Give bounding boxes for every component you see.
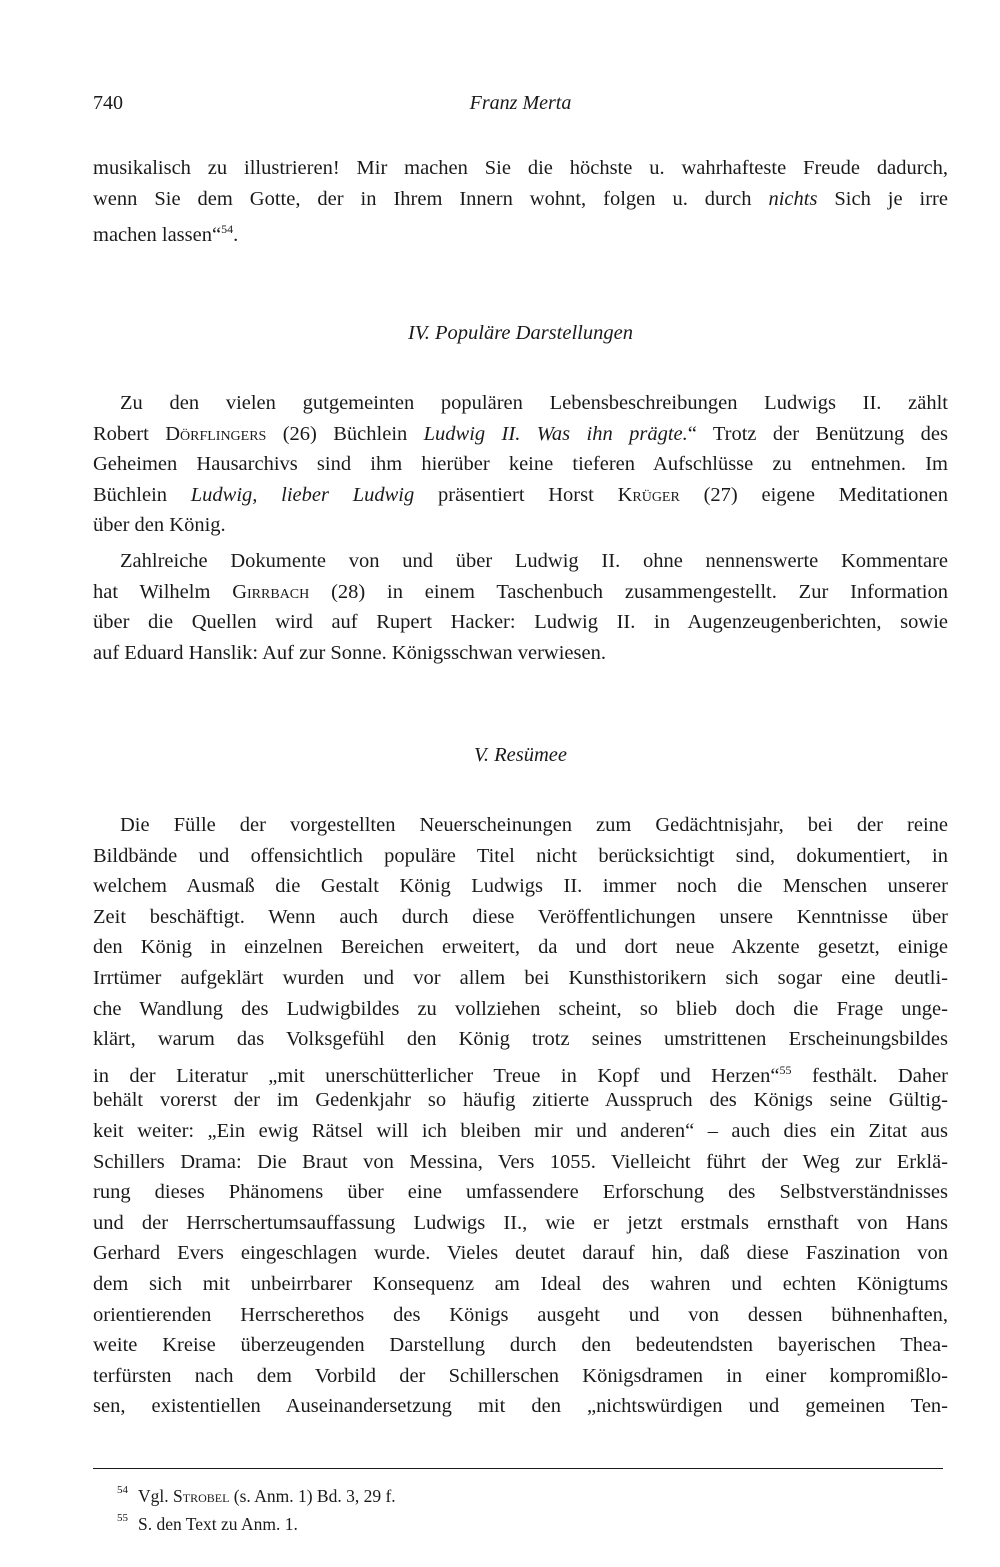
text-line: rung dieses Phänomens über eine umfassendere Erforschung des Selbstverständnisses [93,1181,948,1204]
text-line: Bildbände und offensichtlich populäre Titel nicht berücksichtigt sind, dokumentiert, in [93,844,948,867]
text-line: weite Kreise überzeugenden Darstellung durch den bedeutendsten bayerischen Thea- [93,1334,948,1357]
section-heading-v: V. Resümee [474,744,567,766]
text-line: klärt, warum das Volksgefühl den König trotz seines umstrittenen Erscheinungsbildes [93,1028,948,1051]
footnote-55: $^{55}$ S. den Text zu Anm. 1. [117,1512,298,1534]
text-line: über die Quellen wird auf Rupert Hacker: Ludwig II. in Augenzeugenberichten, sowie [93,611,948,634]
text-line: musikalisch zu illustrieren! Mir machen Sie die höchste u. wahrhafteste Freude dadurch, [93,157,948,179]
footnote-number: 55 [117,1512,128,1525]
text-line: Robert Dörflingers (26) Büchlein Ludwig II. Was ihn prägte.“ Trotz der Benützung des [93,422,948,445]
text-line: terfürsten nach dem Vorbild der Schillerschen Königsdramen in einer kompromißlo- [93,1364,948,1387]
text-line: Zahlreiche Dokumente von und über Ludwig II. ohne nennenswerte Kommentare [120,550,948,572]
section-iv-paragraph-1 [93,388,948,541]
text-line: Irrtümer aufgeklärt wurden und vor allem bei Kunsthistorikern sich sogar eine deutli- [93,966,948,989]
text-line: den König in einzelnen Bereichen erweitert, da und dort neue Akzente gesetzt, einige [93,936,948,959]
text-line: Schillers Drama: Die Braut von Messina, Vers 1055. Vielleicht führt der Weg zur Erklä- [93,1150,948,1173]
text-line: hat Wilhelm Girrbach (28) in einem Taschenbuch zusammengestellt. Zur Information [93,580,948,603]
page-header [93,92,948,122]
section-heading-iv: IV. Populäre Darstellungen [408,322,633,344]
text-line: dem sich mit unbeirrbarer Konsequenz am Ideal des wahren und echten Königtums [93,1272,948,1295]
page-number: 740 [93,92,123,114]
text-line: machen lassen“$^{54}$. [93,222,239,247]
text-line: sen, existentiellen Auseinandersetzung mit den „nichtswürdigen und gemeinen Ten- [93,1395,948,1418]
text-line: wenn Sie dem Gotte, der in Ihrem Innern wohnt, folgen u. durch nichts Sich je irre [93,187,948,210]
text-line: Die Fülle der vorgestellten Neuerscheinungen zum Gedächtnisjahr, bei der reine [120,814,948,836]
footnote-ref: 54 [221,222,234,237]
running-head: Franz Merta [469,92,572,114]
text-line: keit weiter: „Ein ewig Rätsel will ich bleiben mir und anderen“ – auch dies ein Zitat aus [93,1119,948,1142]
section-iv-paragraph-2 [93,546,948,668]
text-line: über den König. [93,514,226,537]
text-line: che Wandlung des Ludwigbildes zu vollziehen scheint, so blieb doch die Frage unge- [93,997,948,1020]
footnote-divider [93,1468,943,1469]
text-line: Zeit beschäftigt. Wenn auch durch diese Veröffentlichungen unsere Kenntnisse über [93,905,948,928]
intro-paragraph [93,153,948,245]
footnote-ref: 55 [779,1062,792,1077]
text-line: Zu den vielen gutgemeinten populären Lebensbeschreibungen Ludwigs II. zählt [120,392,948,414]
text-line: welchem Ausmaß die Gestalt König Ludwigs II. immer noch die Menschen unserer [93,875,948,898]
section-v-paragraph [93,810,948,1422]
text-line: und der Herrschertumsauffassung Ludwigs II., wie er jetzt erstmals ernsthaft von Hans [93,1211,948,1234]
text-line: orientierenden Herrscherethos des Königs ausgeht und von dessen bühnenhaften, [93,1303,948,1326]
footnote-number: 54 [117,1484,128,1497]
text-line: Geheimen Hausarchivs sind ihm hierüber keine tieferen Aufschlüsse zu entnehmen. Im [93,453,948,476]
text-line: Gerhard Evers eingeschlagen wurde. Vieles deutet darauf hin, daß diese Faszination von [93,1242,948,1265]
text-line: auf Eduard Hanslik: Auf zur Sonne. Königsschwan verwiesen. [93,641,606,664]
text-line: Büchlein Ludwig, lieber Ludwig präsentiert Horst Krüger (27) eigene Meditationen [93,483,949,506]
text-line: in der Literatur „mit unerschütterlicher Treue in Kopf und Herzen“$^{55}$ festhält. Daher [93,1062,949,1087]
text-line: behält vorerst der im Gedenkjahr so häufig zitierte Ausspruch des Königs seine Gültig- [93,1089,948,1112]
footnote-54: $^{54}$ Vgl. Strobel (s. Anm. 1) Bd. 3, 29 f. [117,1484,396,1506]
